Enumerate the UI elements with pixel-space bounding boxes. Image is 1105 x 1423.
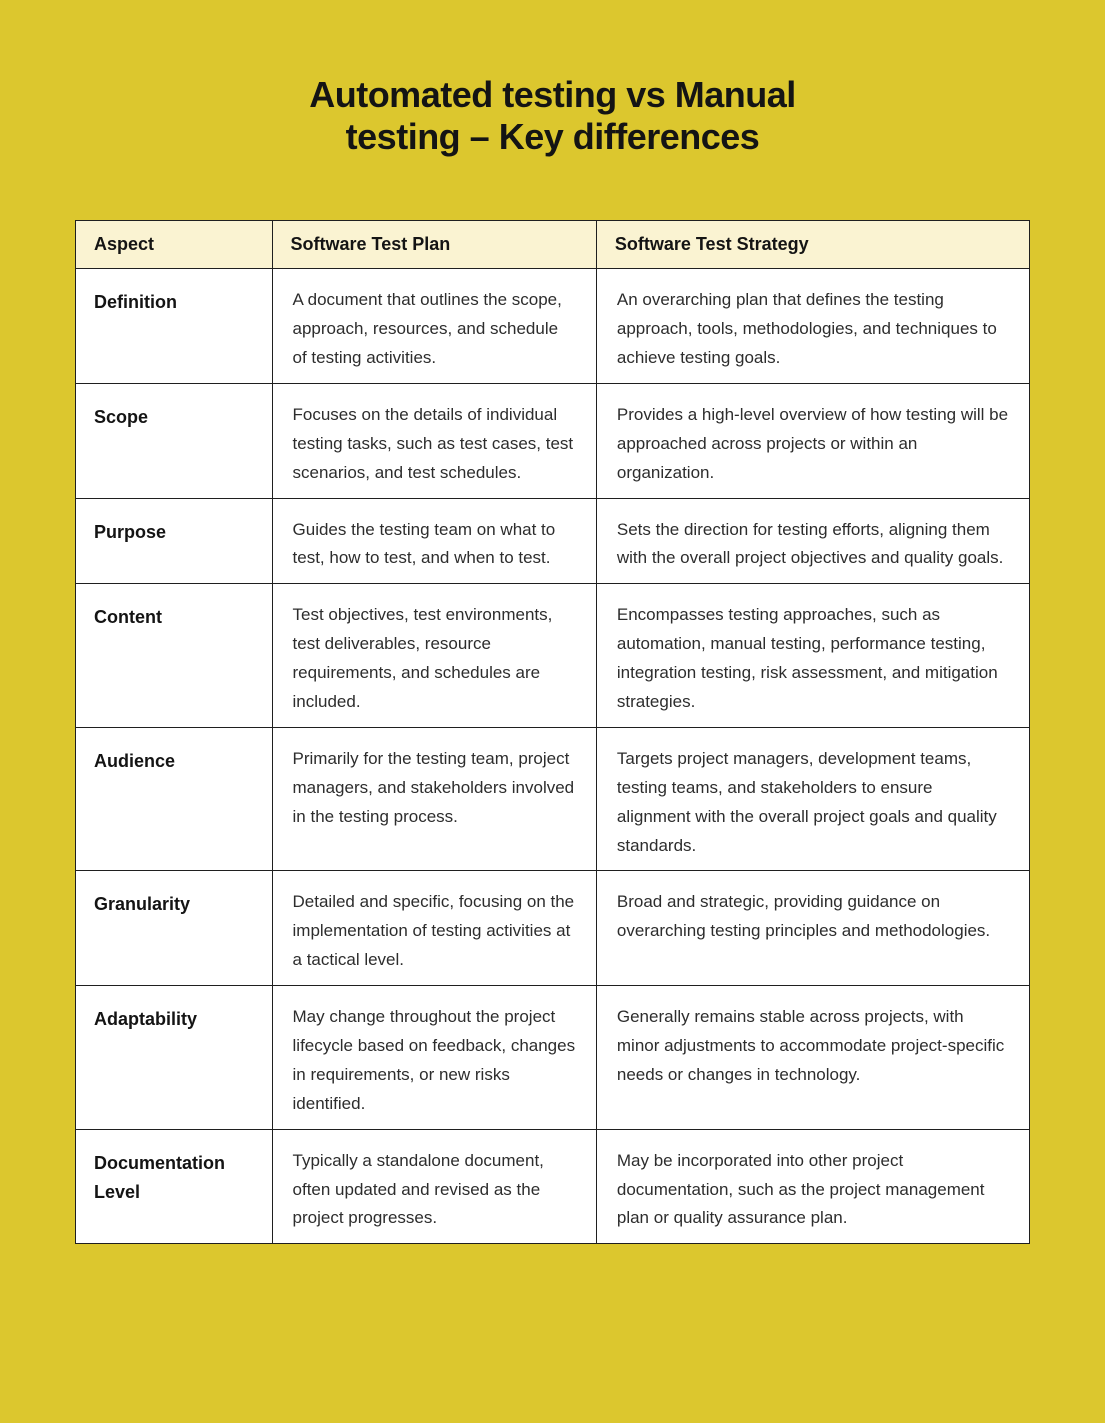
aspect-cell: Definition (76, 269, 273, 384)
column-header-aspect: Aspect (76, 221, 273, 269)
table-row (76, 584, 1030, 728)
plan-cell: A document that outlines the scope, approach, resources, and schedule of testing activities. (272, 269, 596, 384)
aspect-cell: Scope (76, 383, 273, 498)
comparison-table (75, 220, 1030, 1244)
aspect-cell: Granularity (76, 871, 273, 986)
table-body (76, 269, 1030, 1244)
plan-cell: Guides the testing team on what to test, how to test, and when to test. (272, 498, 596, 584)
table-row (76, 383, 1030, 498)
plan-cell: May change throughout the project lifecycle based on feedback, changes in requirements, or new risks identified. (272, 986, 596, 1130)
table-row (76, 871, 1030, 986)
table-header (76, 221, 1030, 269)
page-title-line1: Automated testing vs Manual (309, 74, 796, 115)
column-header-plan: Software Test Plan (272, 221, 596, 269)
plan-cell: Test objectives, test environments, test deliverables, resource requirements, and schedules are included. (272, 584, 596, 728)
table-header-row (76, 221, 1030, 269)
aspect-cell: Audience (76, 727, 273, 871)
plan-cell: Detailed and specific, focusing on the implementation of testing activities at a tactical level. (272, 871, 596, 986)
plan-cell: Primarily for the testing team, project managers, and stakeholders involved in the testing process. (272, 727, 596, 871)
column-header-strategy: Software Test Strategy (596, 221, 1029, 269)
plan-cell: Typically a standalone document, often updated and revised as the project progresses. (272, 1129, 596, 1244)
table-row (76, 269, 1030, 384)
strategy-cell: Broad and strategic, providing guidance on overarching testing principles and methodologies. (596, 871, 1029, 986)
strategy-cell: Encompasses testing approaches, such as automation, manual testing, performance testing, integration testing, risk assessment, and mitigation strategies. (596, 584, 1029, 728)
table-row (76, 986, 1030, 1130)
strategy-cell: An overarching plan that defines the testing approach, tools, methodologies, and techniques to achieve testing goals. (596, 269, 1029, 384)
strategy-cell: Sets the direction for testing efforts, aligning them with the overall project objectives and quality goals. (596, 498, 1029, 584)
strategy-cell: Targets project managers, development teams, testing teams, and stakeholders to ensure alignment with the overall project goals and quality standards. (596, 727, 1029, 871)
table-row (76, 498, 1030, 584)
table-row (76, 727, 1030, 871)
plan-cell: Focuses on the details of individual testing tasks, such as test cases, test scenarios, and test schedules. (272, 383, 596, 498)
page-title-line2: testing – Key differences (345, 116, 760, 158)
aspect-cell: Adaptability (76, 986, 273, 1130)
aspect-cell: Documentation Level (76, 1129, 273, 1244)
table-row (76, 1129, 1030, 1244)
aspect-cell: Purpose (76, 498, 273, 584)
strategy-cell: Provides a high-level overview of how testing will be approached across projects or within an organization. (596, 383, 1029, 498)
strategy-cell: Generally remains stable across projects, with minor adjustments to accommodate project-specific needs or changes in technology. (596, 986, 1029, 1130)
page-title (0, 0, 1105, 158)
comparison-table-container (75, 220, 1030, 1244)
aspect-cell: Content (76, 584, 273, 728)
strategy-cell: May be incorporated into other project documentation, such as the project management plan or quality assurance plan. (596, 1129, 1029, 1244)
